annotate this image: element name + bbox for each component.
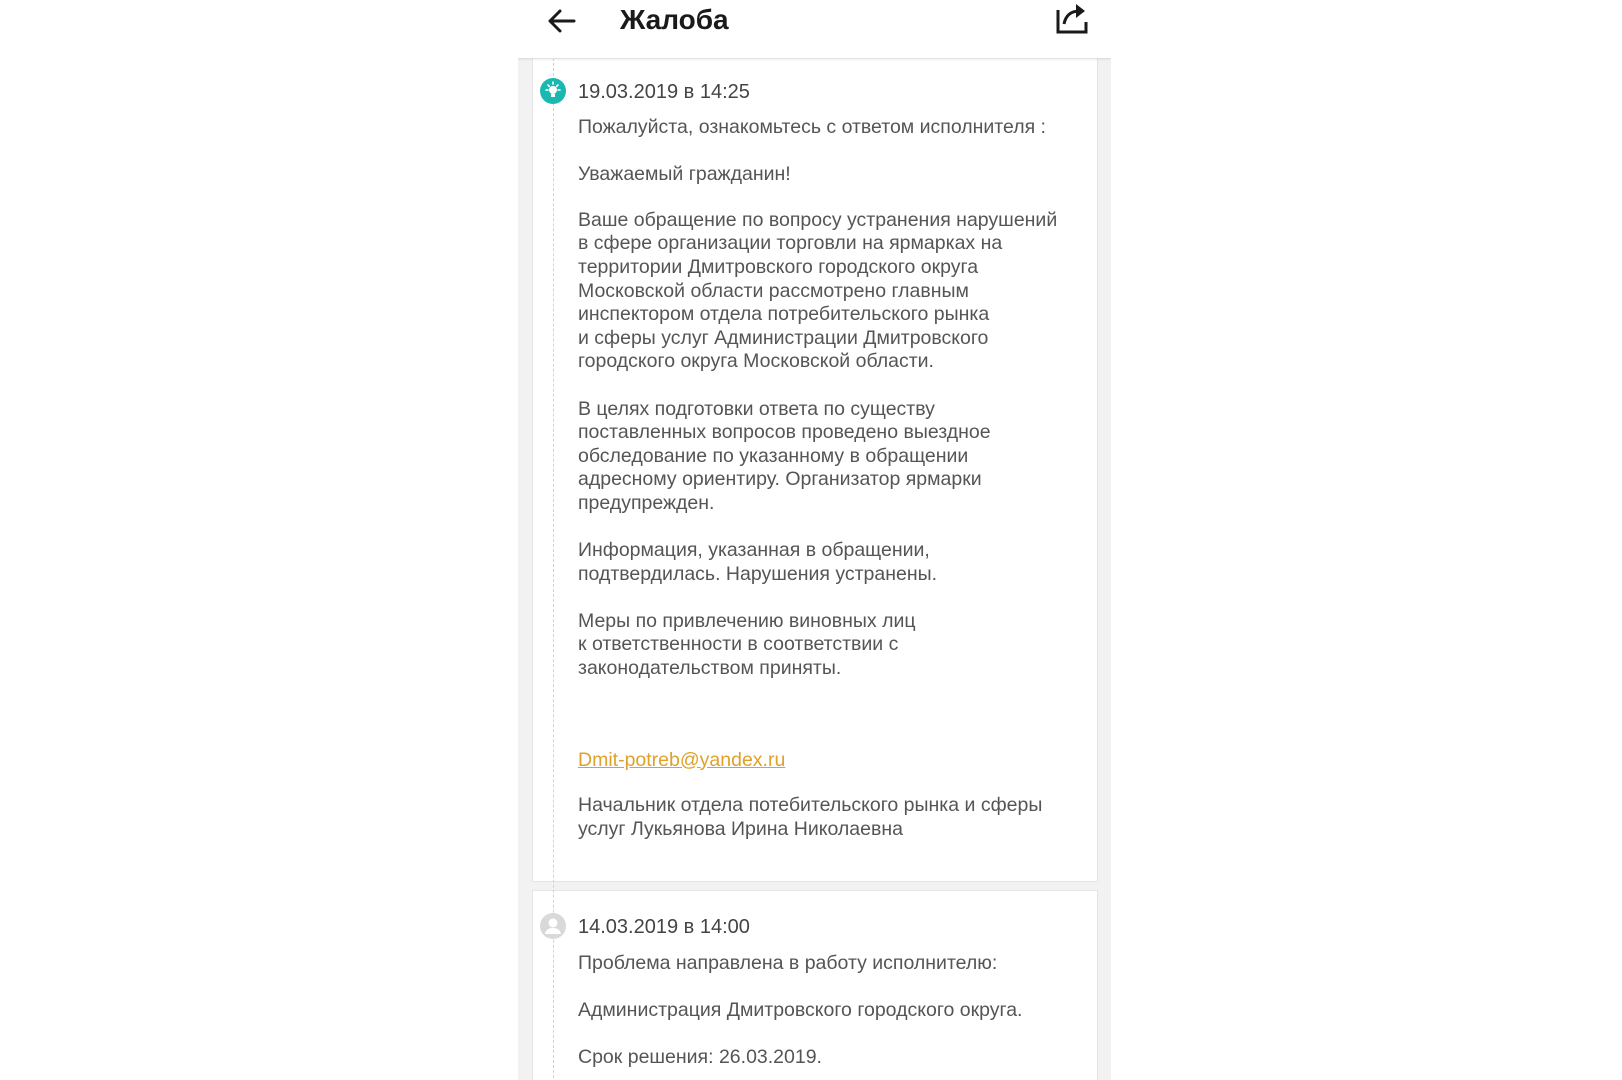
answer-paragraph: В целях подготовки ответа по существу поставленных вопросов проведено выездное обследование по указанному в обращении адресному ориентиру. Организатор ярмарки предупрежден. [578,397,991,514]
share-icon [1054,0,1090,36]
back-button[interactable] [544,4,580,38]
lightbulb-icon [540,78,566,104]
app-header [518,0,1111,59]
phone-screen [518,0,1111,1080]
entry-date: 19.03.2019 в 14:25 [578,81,750,103]
answer-paragraph: Ваше обращение по вопросу устранения нарушений в сфере организации торговли на ярмарках на территории Дмитровского городского округа Московской области рассмотрено главным инспектором отдела потребительского рынка и сферы услуг Администрации Дмитровского городского округа Московской области. [578,208,1058,373]
user-icon [540,913,566,939]
entry-date: 14.03.2019 в 14:00 [578,916,750,938]
email-link[interactable]: Dmit-potreb@yandex.ru [578,748,786,771]
answer-paragraph: Информация, указанная в обращении, подтвердилась. Нарушения устранены. [578,539,938,585]
share-button[interactable] [1054,0,1090,36]
executor-text: Администрация Дмитровского городского округа. [578,999,1023,1022]
greeting-text: Уважаемый гражданин! [578,163,791,186]
arrow-left-icon [544,4,580,38]
entry-body-assignment [578,952,1078,1080]
entry-body-answer [578,116,1078,865]
entry-intro: Проблема направлена в работу исполнителю: [578,952,998,974]
page-title: Жалоба [620,4,729,35]
deadline-text: Срок решения: 26.03.2019. [578,1046,822,1069]
answer-paragraph: Меры по привлечению виновных лиц к ответственности в соответствии с законодательством приняты. [578,609,916,680]
signature-text: Начальник отдела потебительского рынка и сферы услуг Лукьянова Ирина Николаевна [578,794,1043,840]
entry-intro: Пожалуйста, ознакомьтесь с ответом исполнителя : [578,116,1046,138]
